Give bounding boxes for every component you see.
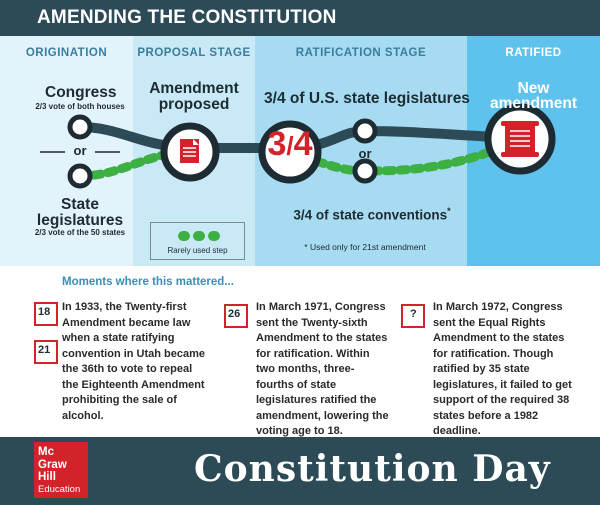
state-legislatures-node [70,166,90,186]
footnote-text: Used only for 21st amendment [309,242,426,252]
legend-dots-icon [151,225,246,247]
moment-3-text: In March 1972, Congress sent the Equal Rights Amendment to the states for ratification. Though ratified by 35 state legislatures, it failed to get support of the required 38 states before a 1982 deadline. [433,301,572,437]
legislatures-ratify-node [355,121,375,141]
or-label-origination: or [73,143,87,158]
congress-note: 2/3 vote of both houses [35,102,125,111]
document-icon [180,139,199,163]
three-quarters-fraction [262,127,318,163]
unratified-amendment-mark: ? [410,308,417,320]
legislatures-ratify-label: 3/4 of U.S. state legislatures [264,90,470,107]
congress-label: Congress [45,84,117,101]
amendment-21-icon [33,340,59,369]
state-legislatures-label-line2: legislatures [36,212,124,229]
fraction-slash: / [286,131,294,161]
fraction-numerator: 3 [267,125,287,163]
stage-ratified-label: RATIFIED [505,47,562,59]
amendment-proposed-line1: Amendment [149,80,239,97]
logo-line2: Graw [38,458,67,471]
moment-2-text: In March 1971, Congress sent the Twenty-sixth Amendment to the states for ratification. Within two months, three-fourths of state legislatures ratified the amendment, lowering the voting age to 18. [256,301,389,437]
congress-node [70,117,90,137]
footer-title: Constitution Day [194,448,551,490]
amendment-26-icon [223,304,249,333]
or-label-ratification: or [358,146,372,161]
fraction-denominator: 4 [293,125,313,163]
moments-title: Moments where this mattered... [62,276,234,288]
state-legislatures-label-line1: State [61,196,99,213]
legend [150,222,245,260]
amendment-18-icon [33,302,59,331]
page-title: AMENDING THE CONSTITUTION [37,7,337,28]
amendment-proposed-line2: proposed [158,96,230,113]
stage-origination-label: ORIGINATION [25,47,108,59]
new-amendment-line2: amendment [490,95,577,112]
moment-1-text: In 1933, the Twenty-first Amendment became law when a state ratifying convention in Utah became the 36th to vote to repeal the Eighteenth Amendment prohibiting the sale of alcohol. [62,301,206,422]
amendment-26-number: 26 [228,308,241,320]
amendment-18-number: 18 [38,306,51,318]
scroll-icon [501,121,539,157]
new-amendment-line1: New [517,80,550,97]
conventions-ratify-text: 3/4 of state conventions [293,207,448,223]
conventions-asterisk: * [447,206,451,216]
unratified-amendment-icon [400,304,426,333]
amendment-21-number: 21 [38,344,51,356]
conventions-ratify-node [355,161,375,181]
footnote [290,242,440,252]
conventions-ratify-label [272,206,472,223]
page-header [0,0,600,36]
footnote-asterisk: * [304,242,308,252]
logo-line4: Education [38,483,81,495]
legend-label: Rarely used step [167,246,228,255]
stage-ratification-label: RATIFICATION STAGE [295,47,427,59]
logo-line3: Hill [38,471,56,483]
logo-line1: Mc [38,446,54,458]
stage-proposal-label: PROPOSAL STAGE [137,47,251,59]
state-legislatures-note: 2/3 vote of the 50 states [34,228,126,237]
mcgraw-hill-logo [34,442,88,498]
